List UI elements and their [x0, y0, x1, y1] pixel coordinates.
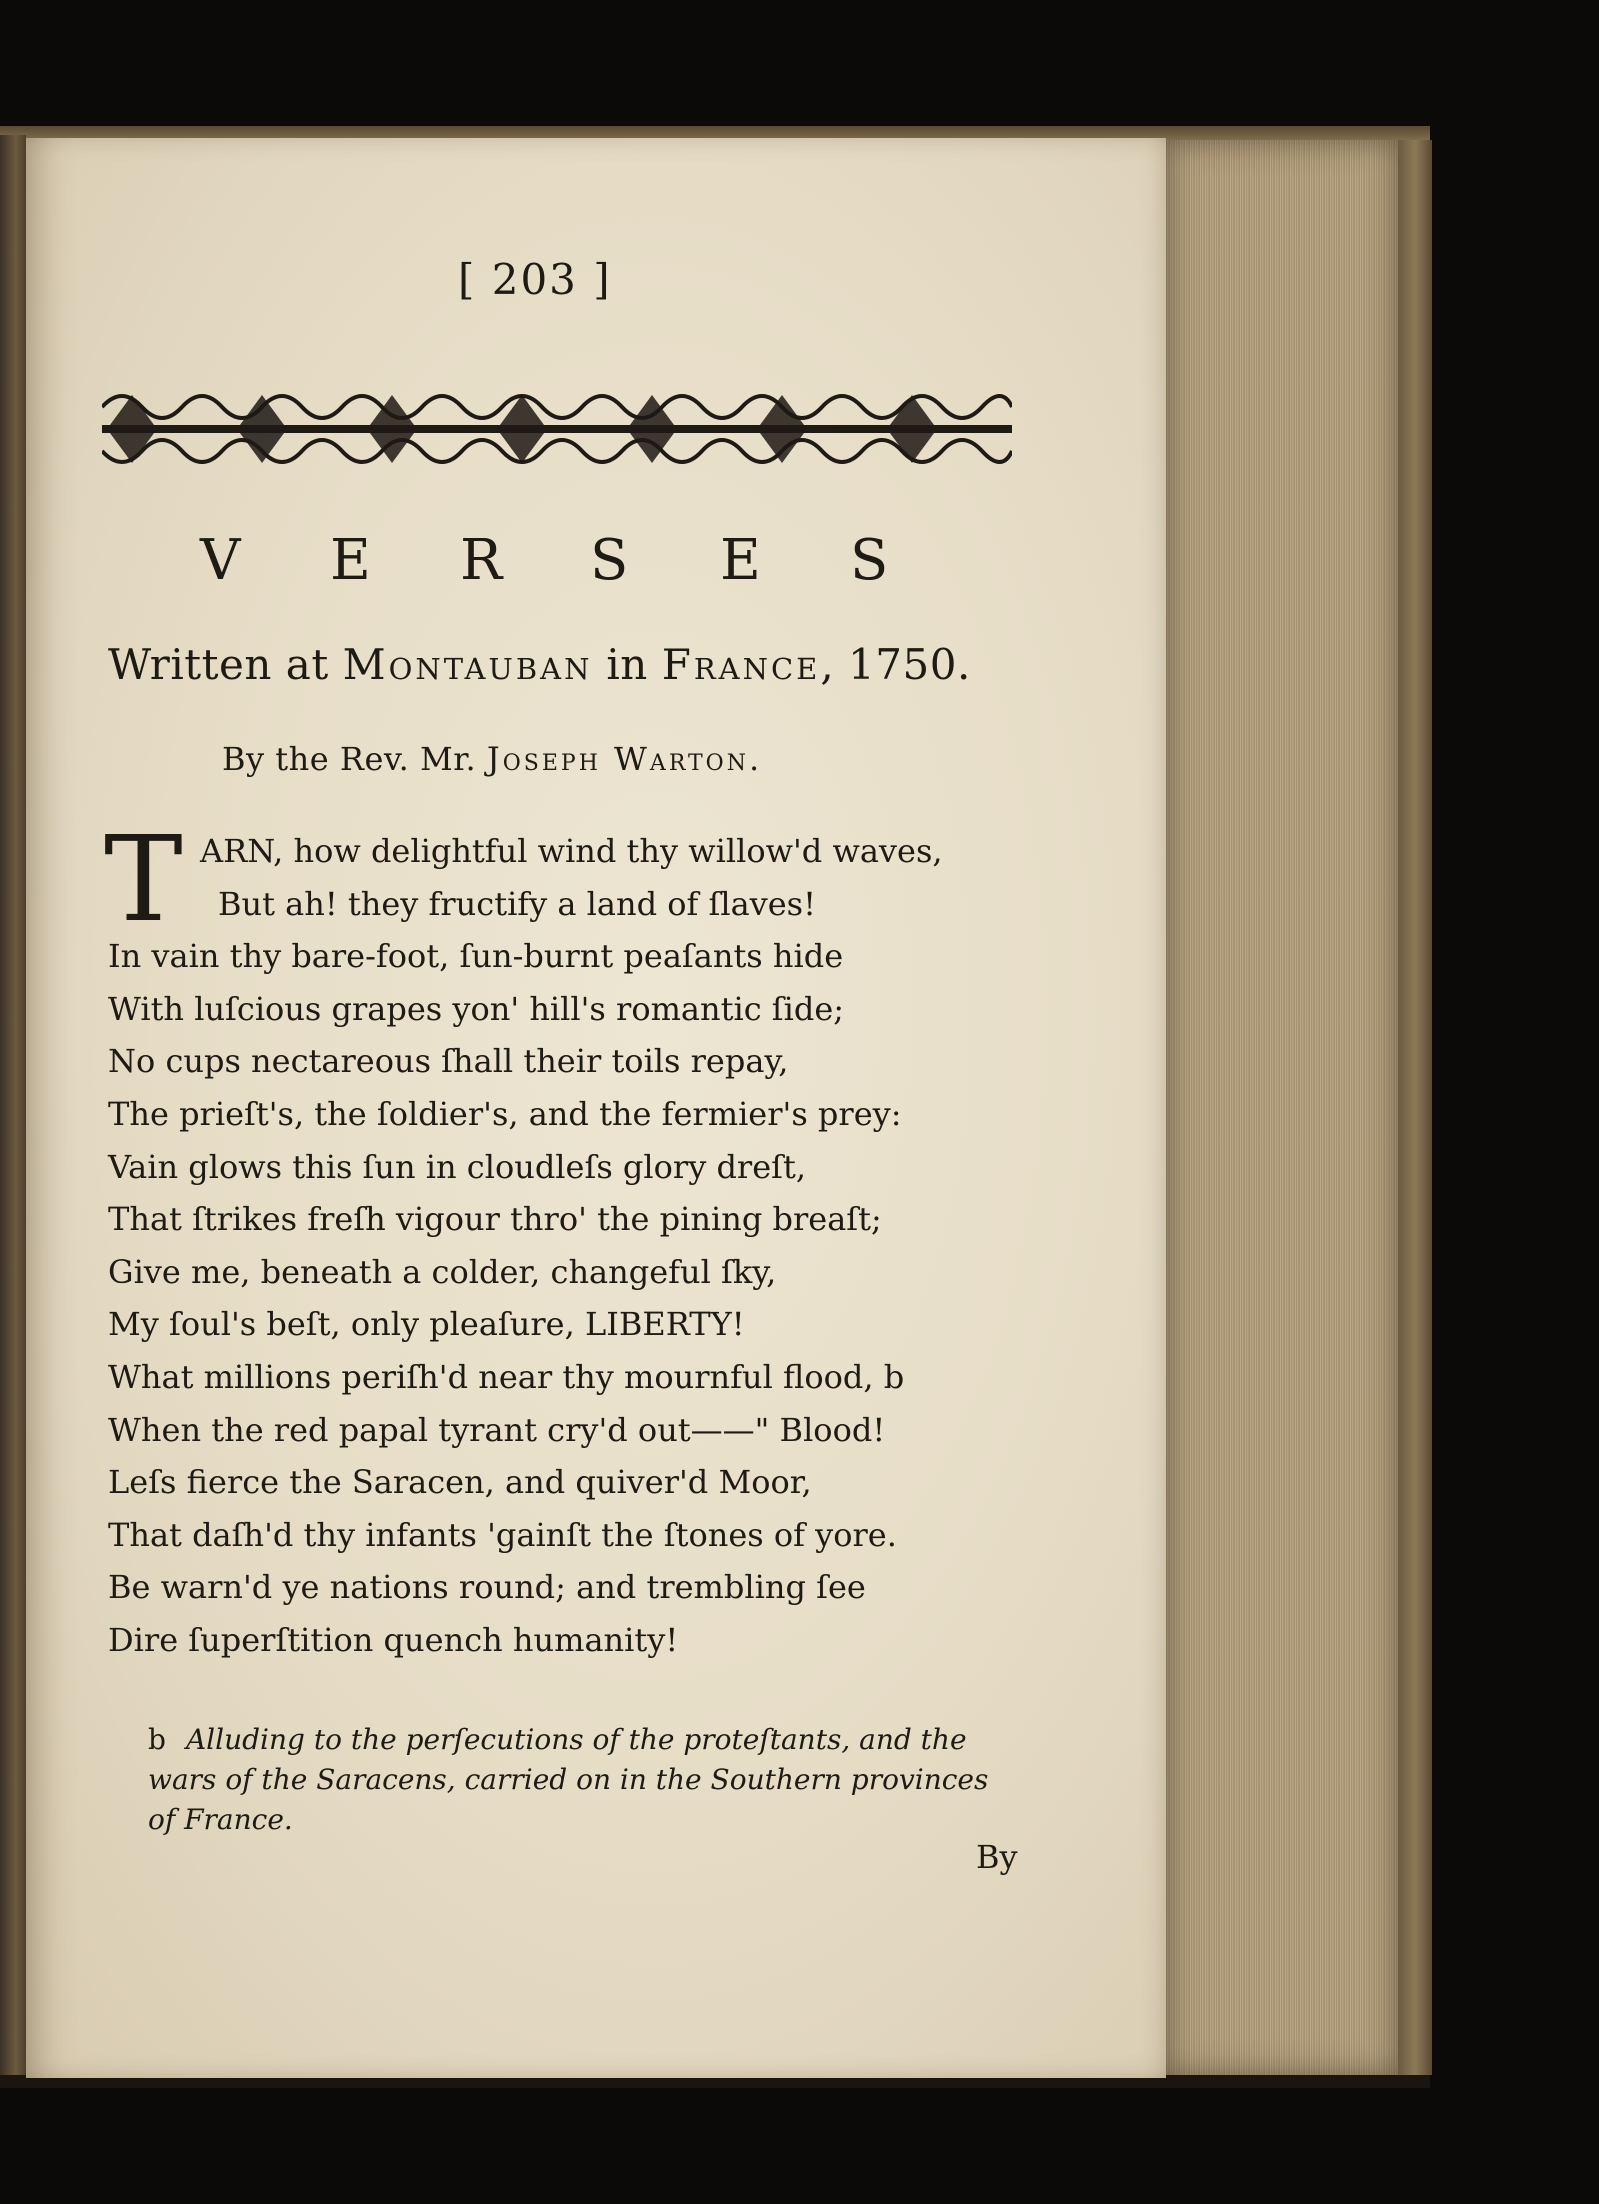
ornamental-border [102, 385, 1012, 473]
author-byline [222, 740, 760, 778]
byline-suffix: . [748, 740, 760, 778]
poem-line: Be warn'd ye nations round; and trembling ſee [108, 1568, 866, 1607]
poem-body [108, 825, 943, 1667]
subtitle-suffix: , 1750. [820, 640, 971, 689]
footnote-line: wars of the Saracens, carried on in the Southern provinces [148, 1763, 989, 1796]
poem-line: In vain thy bare-foot, ſun-burnt peaſants hide [108, 937, 844, 976]
poem-line: My ſoul's beſt, only pleaſure, LIBERTY! [108, 1305, 745, 1344]
subtitle-country: France [661, 640, 821, 689]
footnote-mark: b [148, 1723, 166, 1756]
right-cover-edge [1398, 140, 1432, 2075]
poem-line: But ah! they fructify a land of ſlaves! [218, 884, 816, 923]
poem-subtitle [108, 640, 971, 689]
poem-line: What millions periſh'd near thy mournful flood, b [108, 1357, 905, 1396]
catchword: By [976, 1838, 1018, 1876]
byline-author: Joseph Warton [486, 740, 749, 778]
title-letter: S [850, 528, 889, 593]
subtitle-prefix: Written at [108, 640, 343, 689]
subtitle-middle: in [592, 640, 662, 689]
page-block-fore-edge [1166, 140, 1398, 2075]
page-number: [ 203 ] [458, 255, 612, 304]
poem-line: ARN, how delightful wind thy willow'd waves, [200, 832, 943, 870]
poem-line: Leſs fierce the Saracen, and quiver'd Moor, [108, 1463, 812, 1502]
title-letter: S [590, 528, 629, 593]
title-letter: V [200, 528, 241, 593]
footnote-line: of France. [148, 1803, 293, 1836]
footnote [148, 1720, 1018, 1840]
poem-line: No cups nectareous ſhall their toils repay, [108, 1042, 789, 1081]
title-letter: E [720, 528, 761, 593]
poem-line: Dire ſuperſtition quench humanity! [108, 1620, 679, 1659]
poem-line: When the red papal tyrant cry'd out——" Blood! [108, 1410, 886, 1449]
poem-line: That ſtrikes freſh vigour thro' the pining breaſt; [108, 1200, 882, 1239]
title-letter: E [330, 528, 371, 593]
poem-line: The prieſt's, the ſoldier's, and the fermier's prey: [108, 1094, 902, 1133]
poem-line: With luſcious grapes yon' hill's romantic ſide; [108, 989, 845, 1028]
drop-cap: T [104, 810, 183, 948]
poem-line: That daſh'd thy infants 'gainſt the ſtones of yore. [108, 1515, 897, 1554]
poem-line: Vain glows this ſun in cloudleſs glory dreſt, [108, 1147, 807, 1186]
subtitle-place: Montauban [342, 640, 593, 689]
footnote-line: Alluding to the perſecutions of the proteſtants, and the [185, 1723, 967, 1756]
poem-line: Give me, beneath a colder, changeful ſky, [108, 1252, 777, 1291]
title-letter: R [460, 528, 503, 593]
byline-prefix: By the Rev. Mr. [222, 740, 487, 778]
poem-title [200, 528, 980, 593]
left-cover-edge [0, 135, 26, 2075]
